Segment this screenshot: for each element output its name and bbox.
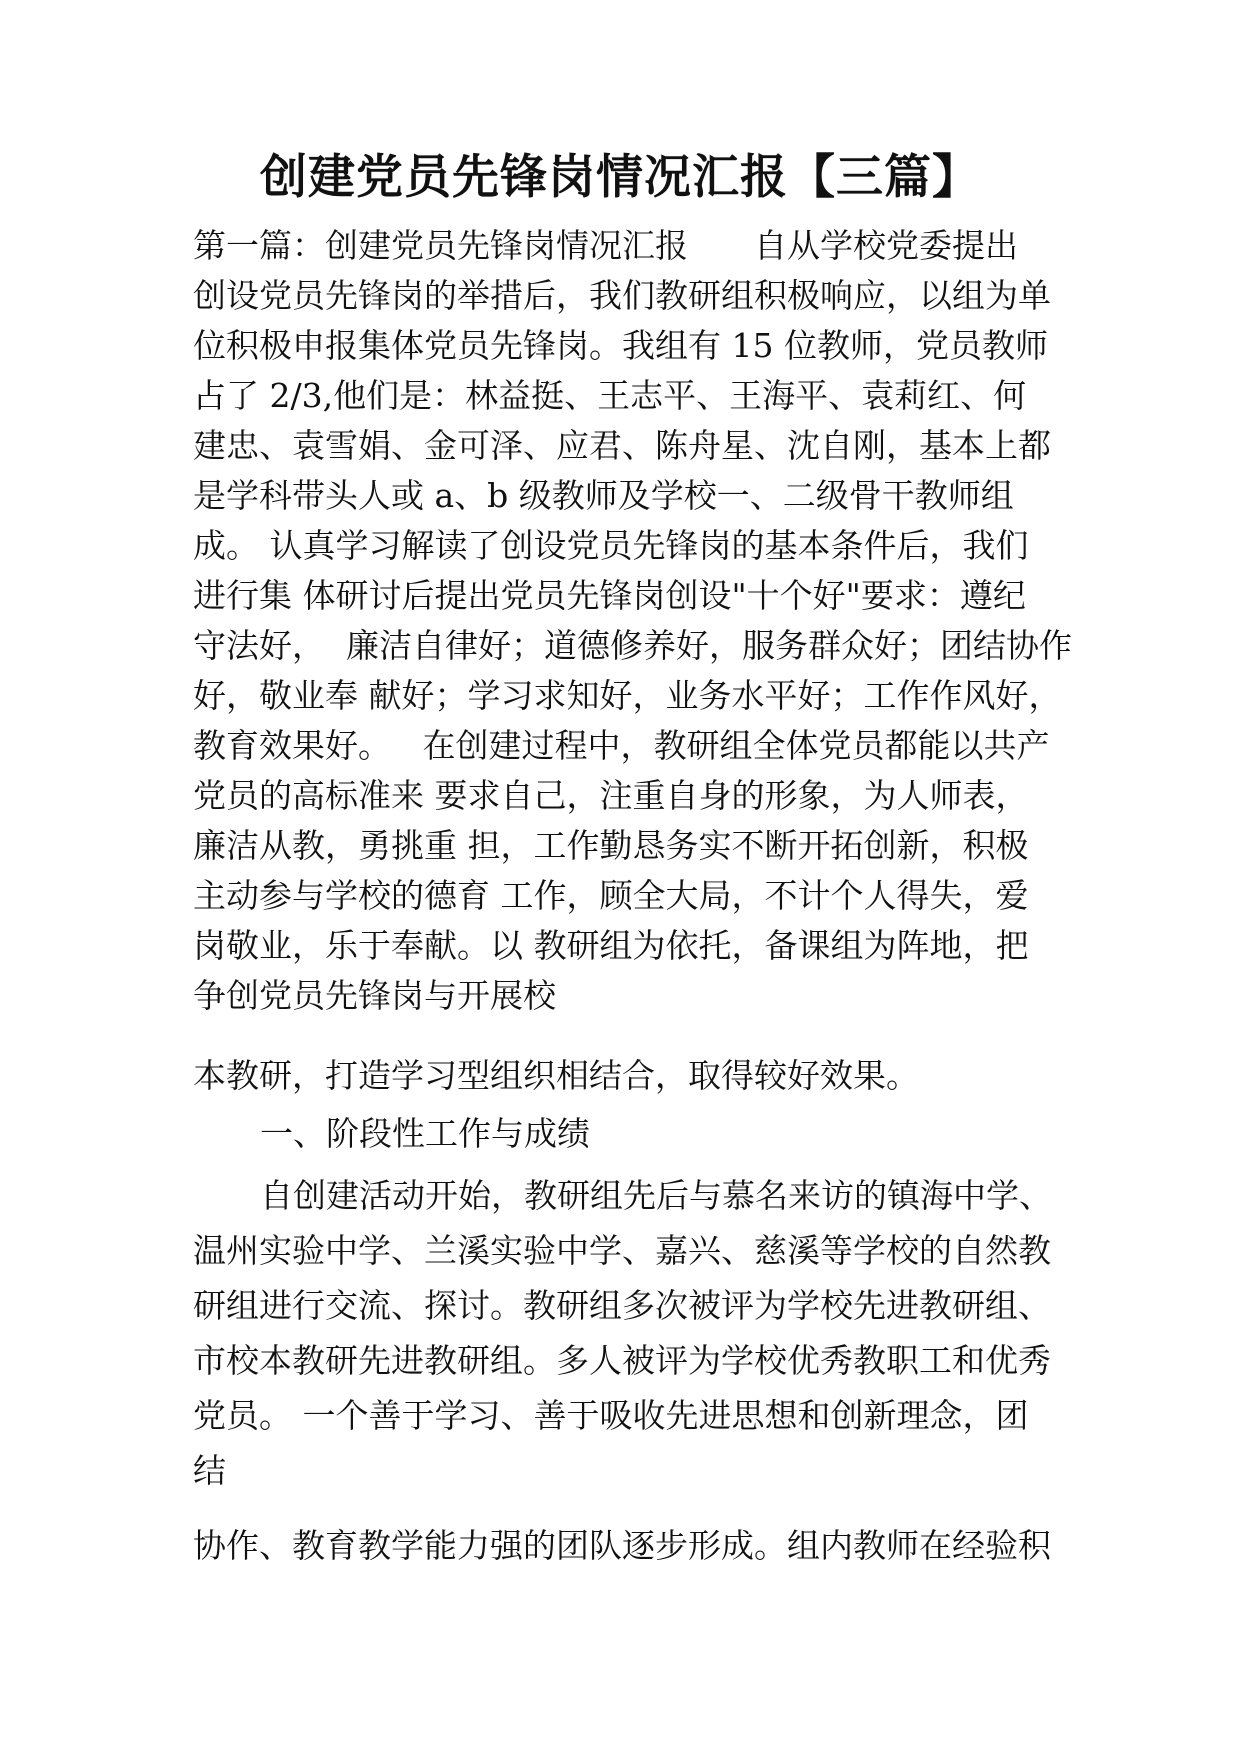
text-line: 是学科带头人或 a、b 级教师及学校一、二级骨干教师组 [193, 476, 1014, 515]
text-line: 第一篇：创建党员先锋岗情况汇报 自从学校党委提出 [193, 226, 1018, 265]
text-line: 党员的高标准来 要求自己，注重自身的形象，为人师表， [193, 776, 1029, 815]
text-line: 建忠、袁雪娟、金可泽、应君、陈舟星、沈自刚，基本上都 [193, 426, 1051, 465]
text-line: 成。 认真学习解读了创设党员先锋岗的基本条件后，我们 [193, 526, 1029, 565]
text-line: 岗敬业，乐于奉献。以 教研组为依托，备课组为阵地，把 [193, 926, 1029, 965]
text-line: 廉洁从教，勇挑重 担，工作勤恳务实不断开拓创新，积极 [193, 826, 1029, 865]
text-line: 主动参与学校的德育 工作，顾全大局，不计个人得失，爱 [193, 876, 1029, 915]
text-line: 协作、教育教学能力强的团队逐步形成。组内教师在经验积 [193, 1526, 1051, 1565]
text-line: 争创党员先锋岗与开展校 [193, 976, 556, 1015]
text-line: 研组进行交流、探讨。教研组多次被评为学校先进教研组、 [193, 1286, 1051, 1325]
text-line: 党员。 一个善于学习、善于吸收先进思想和创新理念，团 [193, 1396, 1029, 1435]
text-line: 市校本教研先进教研组。多人被评为学校优秀教职工和优秀 [193, 1341, 1051, 1380]
text-line: 守法好， 廉洁自律好；道德修养好，服务群众好；团结协作 [193, 626, 1072, 665]
document-title: 创建党员先锋岗情况汇报【三篇】 [260, 150, 980, 205]
text-line: 位积极申报集体党员先锋岗。我组有 15 位教师，党员教师 [193, 326, 1048, 365]
text-line: 自创建活动开始，教研组先后与慕名来访的镇海中学、 [260, 1176, 1052, 1215]
text-line: 占了 2/3,他们是：林益挺、王志平、王海平、袁莉红、何 [193, 376, 1027, 415]
text-line: 创设党员先锋岗的举措后，我们教研组积极响应，以组为单 [193, 276, 1051, 315]
section-heading: 一、阶段性工作与成绩 [260, 1114, 590, 1153]
text-line: 进行集 体研讨后提出党员先锋岗创设"十个好"要求：遵纪 [193, 576, 1026, 615]
text-line: 本教研，打造学习型组织相结合，取得较好效果。 [193, 1056, 919, 1095]
text-line: 温州实验中学、兰溪实验中学、嘉兴、慈溪等学校的自然教 [193, 1231, 1051, 1270]
text-line: 结 [193, 1451, 226, 1490]
text-line: 好，敬业奉 献好；学习求知好，业务水平好；工作作风好， [193, 676, 1062, 715]
text-line: 教育效果好。 在创建过程中，教研组全体党员都能以共产 [193, 726, 1050, 765]
